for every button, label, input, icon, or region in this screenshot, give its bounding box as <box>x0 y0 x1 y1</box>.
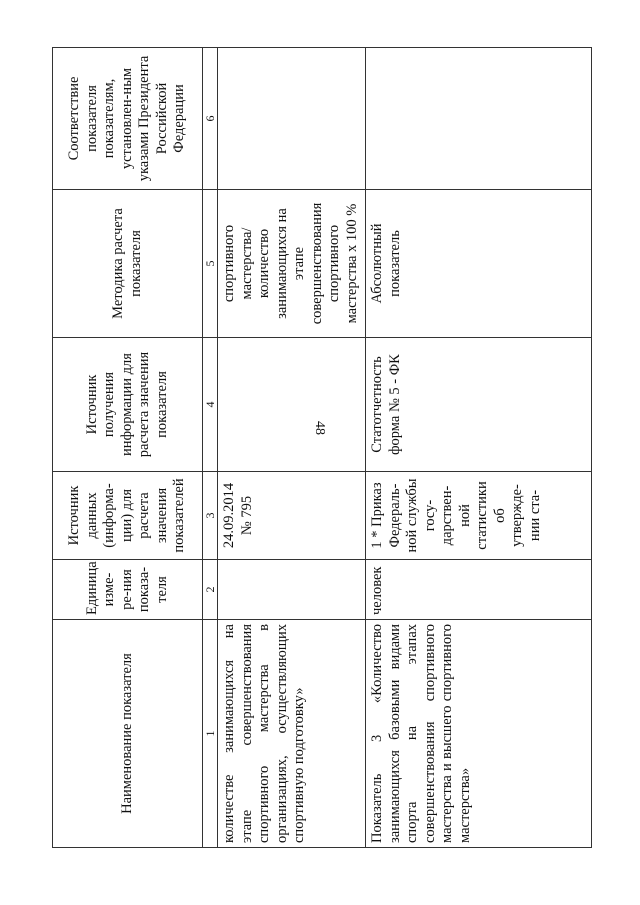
page-number: 48 <box>312 421 327 435</box>
header-method: Методика расчета показателя <box>53 190 203 338</box>
cell-unit: человек <box>366 560 592 620</box>
header-row <box>53 48 203 848</box>
header-unit: Единица изме-ре-ния показа-теля <box>53 560 203 620</box>
indicator-table <box>52 47 592 848</box>
table-row <box>218 48 366 848</box>
header-data-source: Источник данных (информа-ции) для расчета значения показателей <box>53 472 203 560</box>
rotated-table-wrapper <box>52 48 592 848</box>
column-number-row <box>203 48 218 848</box>
table-row <box>366 48 592 848</box>
header-compliance: Соответствие показателя показателям, установлен-ным указами Президента Российской Федерации <box>53 48 203 190</box>
cell-data-source: 24.09.2014 № 795 <box>218 472 366 560</box>
cell-method: спортивного мастерства/ количество занимающихся на этапе совершенствования спортивного мастерства х 100 % <box>218 190 366 338</box>
cell-compliance <box>366 48 592 190</box>
cell-info-source: Статотчетность форма № 5 - ФК <box>366 338 592 472</box>
cell-info-source <box>218 338 366 472</box>
cell-unit <box>218 560 366 620</box>
cell-compliance <box>218 48 366 190</box>
column-number: 5 <box>203 190 218 338</box>
header-info-source: Источник получения информации для расчета значения показателя <box>53 338 203 472</box>
header-indicator-name: Наименование показателя <box>53 620 203 848</box>
column-number: 2 <box>203 560 218 620</box>
column-number: 3 <box>203 472 218 560</box>
column-number: 1 <box>203 620 218 848</box>
cell-data-source: 1 * Приказ Федераль-ной службы госу-дарствен-ной статистики об утвержде-нии ста- <box>366 472 592 560</box>
cell-indicator-name: количестве занимающихся на этапе совершенствования спортивного мастерства в организациях, осуществляющих спортивную подготовку» <box>218 620 366 848</box>
column-number: 4 <box>203 338 218 472</box>
cell-indicator-name: Показатель 3 «Количество занимающихся базовыми видами спорта на этапах совершенствования спортивного мастерства и высшего спортивного мастерства» <box>366 620 592 848</box>
column-number: 6 <box>203 48 218 190</box>
cell-method: Абсолютный показатель <box>366 190 592 338</box>
